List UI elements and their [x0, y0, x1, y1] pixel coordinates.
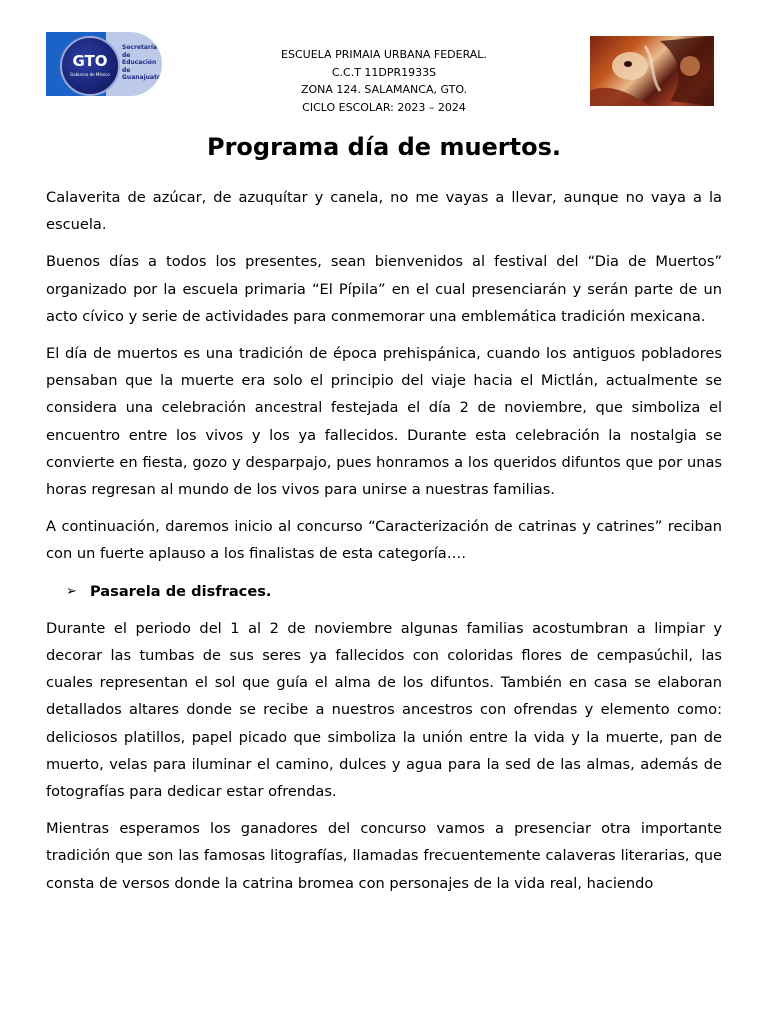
logo-org-name: Secretaría de Educación de Guanajuato: [122, 44, 161, 81]
paragraph-welcome: Buenos días a todos los presentes, sean bienvenidos al festival del “Dia de Muertos” organizado por la escuela primaria “El Pípila” en el cual presenciarán y serán parte de un acto cívico y serie de actividades para conmemorar una emblemática tradición mexicana.: [46, 253, 722, 325]
bullet-item: [66, 578, 722, 605]
paragraph-literary-calaveras: Mientras esperamos los ganadores del concurso vamos a presenciar otra importante tradición que son las famosas litografías, llamadas frecuentemente calaveras literarias, que consta de versos donde la catrina bromea con personajes de la vida real, haciendo: [46, 820, 722, 892]
school-cycle: CICLO ESCOLAR: 2023 – 2024: [302, 100, 466, 114]
paragraph-calaverita: Calaverita de azúcar, de azuquítar y canela, no me vayas a llevar, aunque no vaya a la escuela.: [46, 189, 722, 234]
document-body: [46, 184, 722, 907]
bullet-label: Pasarela de disfraces.: [90, 582, 272, 600]
page-title: Programa día de muertos.: [206, 133, 562, 161]
logo-text: GTO: [72, 52, 108, 70]
school-name: ESCUELA PRIMAIA URBANA FEDERAL.: [281, 48, 487, 61]
arrow-bullet-icon: ➢: [66, 583, 77, 599]
school-cct: C.C.T 11DPR1933S: [331, 65, 437, 79]
paragraph-contest: A continuación, daremos inicio al concurso “Caracterización de catrinas y catrines” reciban con un fuerte aplauso a los finalistas de esta categoría….: [46, 518, 722, 563]
school-zone: ZONA 124. SALAMANCA, GTO.: [300, 83, 468, 96]
logo-subtext: Gobierno de México: [70, 72, 110, 77]
gto-education-logo: [46, 32, 162, 96]
catrina-artwork-image: [590, 36, 714, 106]
paragraph-tradition: El día de muertos es una tradición de época prehispánica, cuando los antiguos pobladores pensaban que la muerte era solo el principio del viaje hacia el Mictlán, actualmente se considera una celebración ancestral festejada el día 2 de noviembre, que simboliza el encuentro entre los vivos y los ya fallecidos. Durante esta celebración la nostalgia se convierte en fiesta, gozo y desparpajo, pues honramos a los queridos difuntos que por unas horas regresan al mundo de los vivos para unirse a nuestras familias.: [46, 345, 722, 499]
school-info: [200, 46, 568, 116]
catrina-artwork-shapes: [590, 36, 714, 106]
paragraph-altars: Durante el periodo del 1 al 2 de noviembre algunas familias acostumbran a limpiar y decorar las tumbas de sus seres ya fallecidos con coloridas flores de cempasúchil, las cuales representan el sol que guía el alma de los difuntos. También en casa se elaboran detallados altares donde se recibe a nuestros ancestros con ofrendas y elemento como: deliciosos platillos, papel picado que simboliza la unión entre la vida y la muerte, pan de muerto, velas para iluminar el camino, dulces y agua para la sed de las almas, además de fotografías para dedicar estar ofrendas.: [46, 619, 722, 801]
document-header: [0, 0, 768, 120]
